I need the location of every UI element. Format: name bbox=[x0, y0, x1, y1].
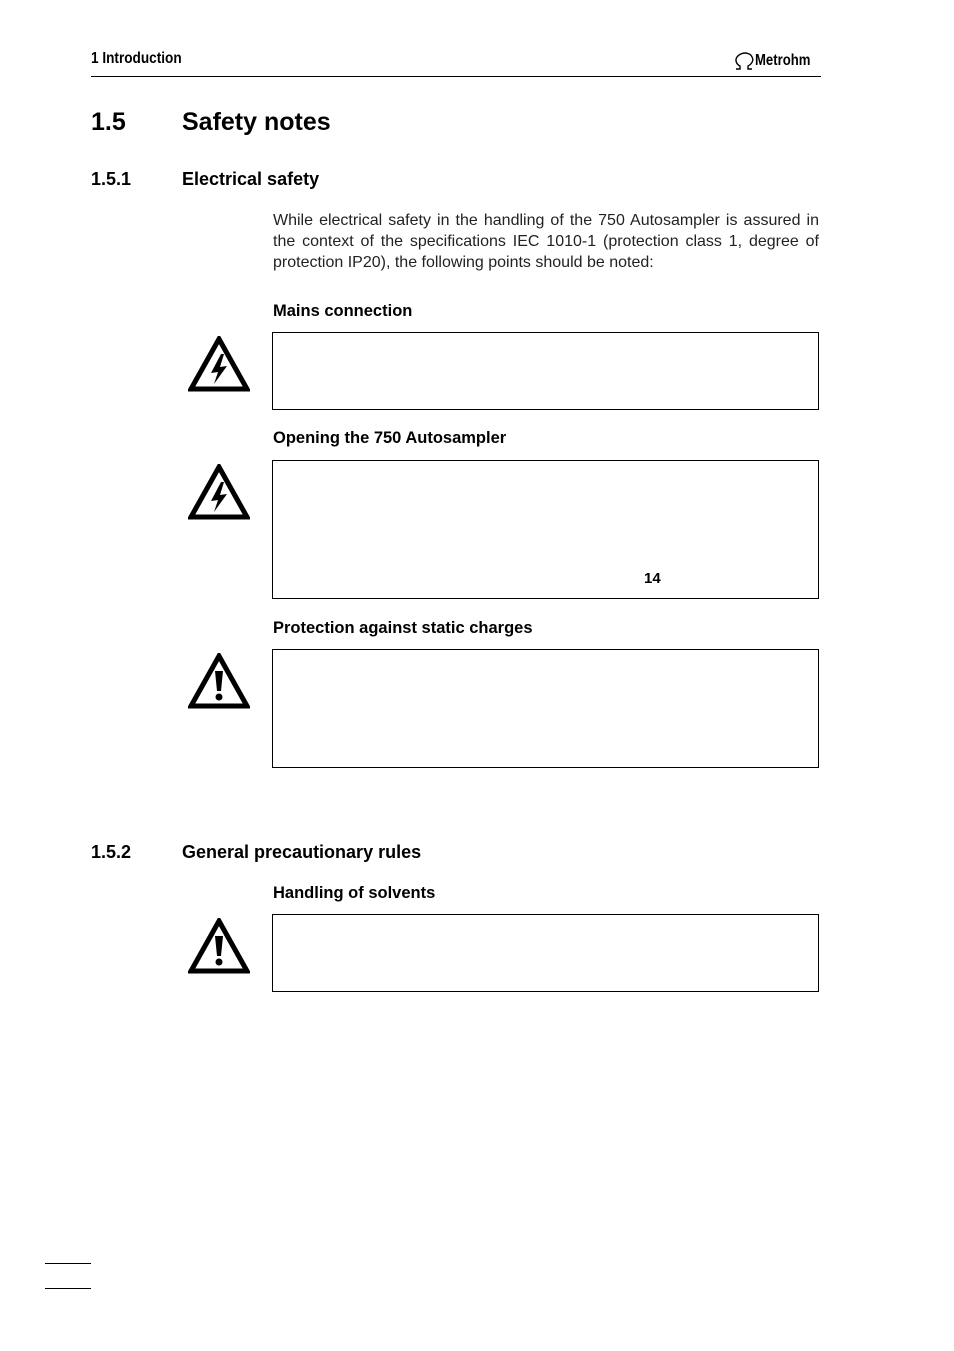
footer-rule bbox=[45, 1288, 91, 1289]
note-box bbox=[272, 332, 819, 410]
brand-name: Metrohm bbox=[755, 52, 811, 69]
note-box bbox=[272, 460, 819, 599]
note-heading: Handling of solvents bbox=[273, 884, 436, 902]
section-title: Safety notes bbox=[182, 108, 331, 136]
header-rule bbox=[91, 76, 821, 77]
brand-logo bbox=[733, 50, 823, 72]
footer-rule bbox=[45, 1263, 91, 1264]
omega-logo-icon bbox=[733, 52, 755, 72]
subsection-title: General precautionary rules bbox=[182, 842, 422, 862]
caution-exclamation-icon bbox=[188, 918, 250, 974]
section-number: 1.5 bbox=[91, 108, 126, 136]
running-header-chapter: 1 Introduction bbox=[91, 50, 182, 67]
high-voltage-warning-icon bbox=[188, 464, 250, 520]
note-heading: Opening the 750 Autosampler bbox=[273, 429, 507, 447]
subsection-title: Electrical safety bbox=[182, 169, 320, 189]
subsection-number: 1.5.1 bbox=[91, 169, 132, 189]
caution-exclamation-icon bbox=[188, 653, 250, 709]
note-box bbox=[272, 649, 819, 768]
note-box bbox=[272, 914, 819, 992]
page-reference: 14 bbox=[644, 570, 661, 587]
note-heading: Mains connection bbox=[273, 302, 413, 320]
high-voltage-warning-icon bbox=[188, 336, 250, 392]
intro-paragraph: While electrical safety in the handling of the 750 Autosampler is assured in the context of the specifications IEC 1010-1 (protection class 1, degree of protection IP20), the following points should be noted: bbox=[273, 212, 819, 271]
subsection-number: 1.5.2 bbox=[91, 842, 132, 862]
note-heading: Protection against static charges bbox=[273, 619, 533, 637]
